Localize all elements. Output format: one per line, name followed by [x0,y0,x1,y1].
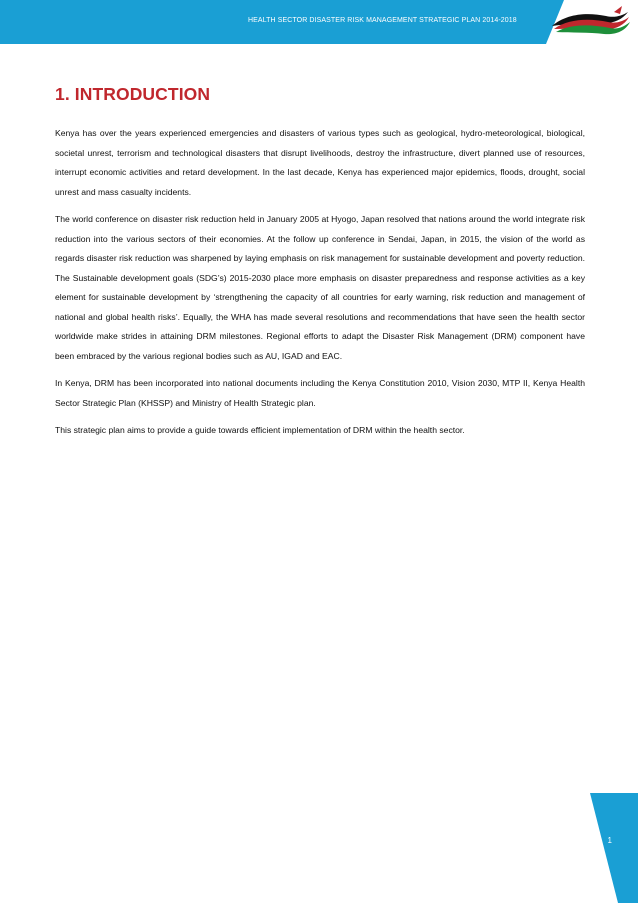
page-corner-shape [578,793,638,903]
header-title: HEALTH SECTOR DISASTER RISK MANAGEMENT STRATEGIC PLAN 2014-2018 [248,17,517,24]
paragraph: In Kenya, DRM has been incorporated into national documents including the Kenya Constitution 2010, Vision 2030, MTP II, Kenya Health Sector Strategic Plan (KHSSP) and Ministry of Health Strategic plan. [55,378,585,408]
section-title: 1. INTRODUCTION [55,84,211,104]
kenya-flag-wave-icon [548,4,632,46]
header-bar [0,0,638,44]
paragraph: Kenya has over the years experienced emergencies and disasters of various types such as geological, hydro-meteorological, biological, societal unrest, terrorism and technological disasters that disrupt livelihoods, destroy the infrastructure, divert planned use of resources, interrupt economic activities and retard development. In the last decade, Kenya has experienced major epidemics, floods, drought, social unrest and mass casualty incidents. [55,128,585,197]
page-number: 1 [607,836,612,845]
main-content [55,84,585,449]
paragraph: The world conference on disaster risk reduction held in January 2005 at Hyogo, Japan resolved that nations around the world integrate risk reduction into the various sectors of their economies. At the follow up conference in Sendai, Japan, in 2015, the vision of the world as regards disaster risk reduction was sharpened by laying emphasis on risk management for sustainable development and poverty reduction. The Sustainable development goals (SDG’s) 2015-2030 place more emphasis on disaster preparedness and response activities as a key element for sustainable development by ‘strengthening the capacity of all countries for early warning, risk reduction and management of national and global health risks’. Equally, the WHA has made several resolutions and recommendations that have seen the health sector worldwide make strides in attaining DRM milestones. Regional efforts to adapt the Disaster Risk Management (DRM) component have been embraced by the various regional bodies such as AU, IGAD and EAC. [55,214,585,361]
paragraph: This strategic plan aims to provide a guide towards efficient implementation of DRM within the health sector. [55,425,465,435]
page-corner [578,793,638,903]
